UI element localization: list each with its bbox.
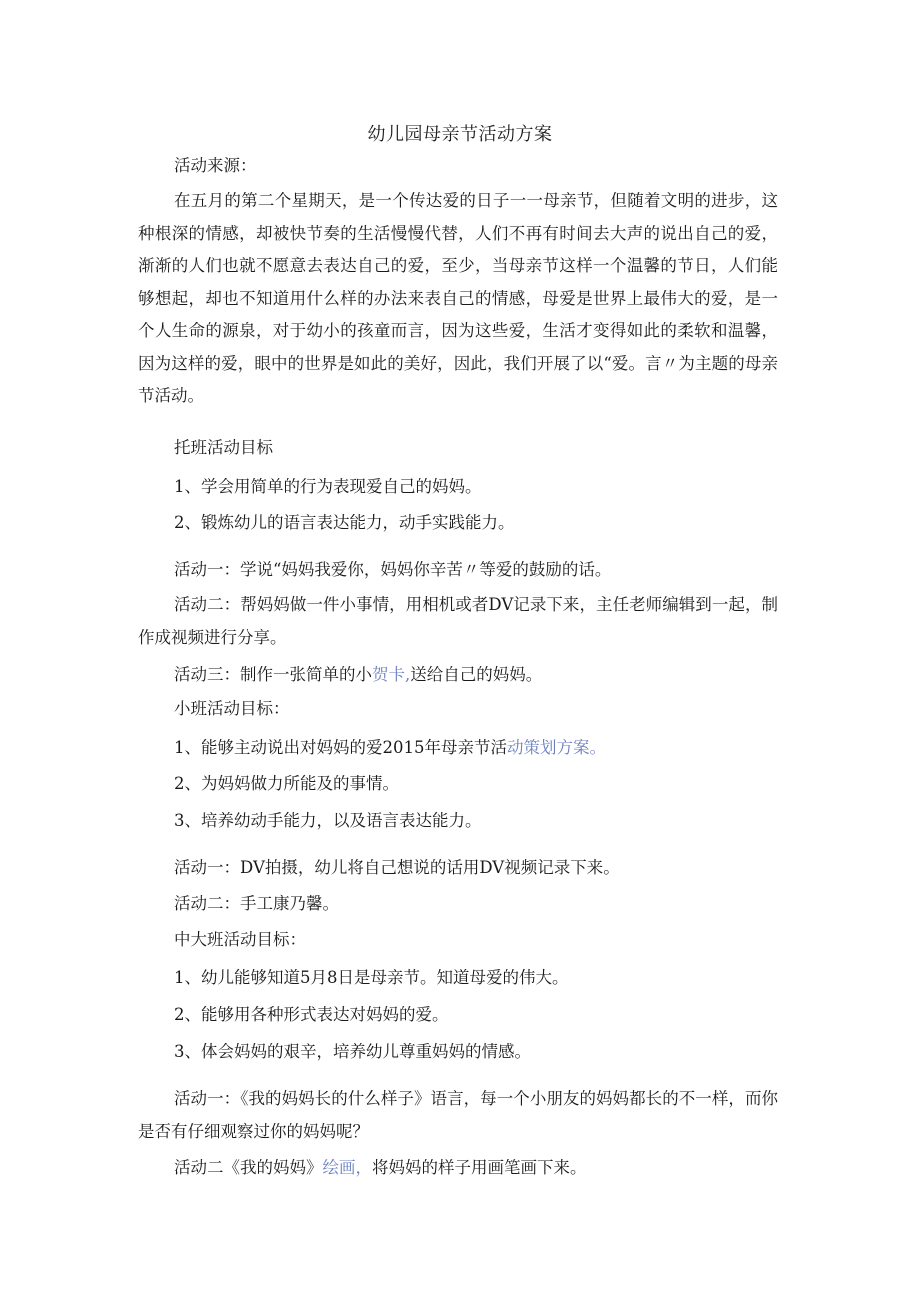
middle-goal-2: 2、能够用各种形式表达对妈妈的爱。: [174, 1005, 449, 1024]
middle-activity-2-tail: 将妈妈的样子用画笔画下来。: [372, 1158, 587, 1177]
toddler-activity-3-text: 活动三：制作一张简单的小: [174, 665, 372, 684]
small-goal-1: [138, 732, 778, 765]
toddler-goal-1: 1、学会用简单的行为表现爱自己的妈妈。: [174, 477, 482, 496]
greeting-card-link[interactable]: 贺卡,: [372, 665, 411, 684]
toddler-activity-1: 活动一：学说“妈妈我爱你，妈妈你辛苦〃等爱的鼓励的话。: [174, 560, 612, 579]
toddler-activity-2: 活动二：帮妈妈做一件小事情，用相机或者DV记录下来，主任老师编辑到一起，制作成视频进行分享。: [138, 595, 778, 647]
small-goal-3: 3、培养幼动手能力，以及语言表达能力。: [174, 811, 482, 830]
small-goal-1-text: 1、能够主动说出对妈妈的爱2015年母亲节活: [174, 738, 507, 757]
middle-activity-2: [138, 1152, 778, 1185]
toddler-heading: 托班活动目标: [174, 438, 273, 457]
middle-goal-3: 3、体会妈妈的艰辛，培养幼儿尊重妈妈的情感。: [174, 1042, 531, 1061]
small-goal-2: 2、为妈妈做力所能及的事情。: [174, 774, 399, 793]
toddler-activity-3: [138, 659, 778, 692]
activity-plan-link[interactable]: 动策划方案。: [507, 738, 606, 757]
toddler-goal-2: 2、锻炼幼儿的语言表达能力，动手实践能力。: [174, 513, 515, 532]
middle-activity-2-text: 活动二《我的妈妈》: [174, 1158, 323, 1177]
middle-heading: 中大班活动目标：: [174, 930, 306, 949]
document-title: 幼儿园母亲节活动方案: [367, 124, 553, 145]
middle-activity-1: 活动一：《我的妈妈长的什么样子》语言，每一个小朋友的妈妈都长的不一样，而你是否有仔细观察过你的妈妈呢？: [138, 1089, 778, 1141]
middle-goal-1: 1、幼儿能够知道5月8日是母亲节。知道母爱的伟大。: [174, 968, 569, 987]
source-paragraph: 在五月的第二个星期天，是一个传达爱的日子一一母亲节，但随着文明的进步，这种根深的情感，却被快节奏的生活慢慢代替，人们不再有时间去大声的说出自己的爱，渐渐的人们也就不愿意去表达自己的爱，至少，当母亲节这样一个温馨的节日，人们能够想起，却也不知道用什么样的办法来表自己的情感，母爱是世界上最伟大的爱，是一个人生命的源泉，对于幼小的孩童而言，因为这些爱，生活才变得如此的柔软和温馨，因为这样的爱，眼中的世界是如此的美好，因此，我们开展了以“爱。言〃为主题的母亲节活动。: [138, 191, 778, 405]
small-heading: 小班活动目标：: [174, 699, 290, 718]
drawing-link[interactable]: 绘画，: [322, 1158, 372, 1177]
small-activity-1: 活动一：DV拍摄，幼儿将自己想说的话用DV视频记录下来。: [174, 858, 620, 877]
source-heading: 活动来源：: [174, 156, 257, 175]
toddler-activity-3-tail: 送给自己的妈妈。: [410, 665, 543, 684]
small-activity-2: 活动二：手工康乃馨。: [174, 894, 339, 913]
